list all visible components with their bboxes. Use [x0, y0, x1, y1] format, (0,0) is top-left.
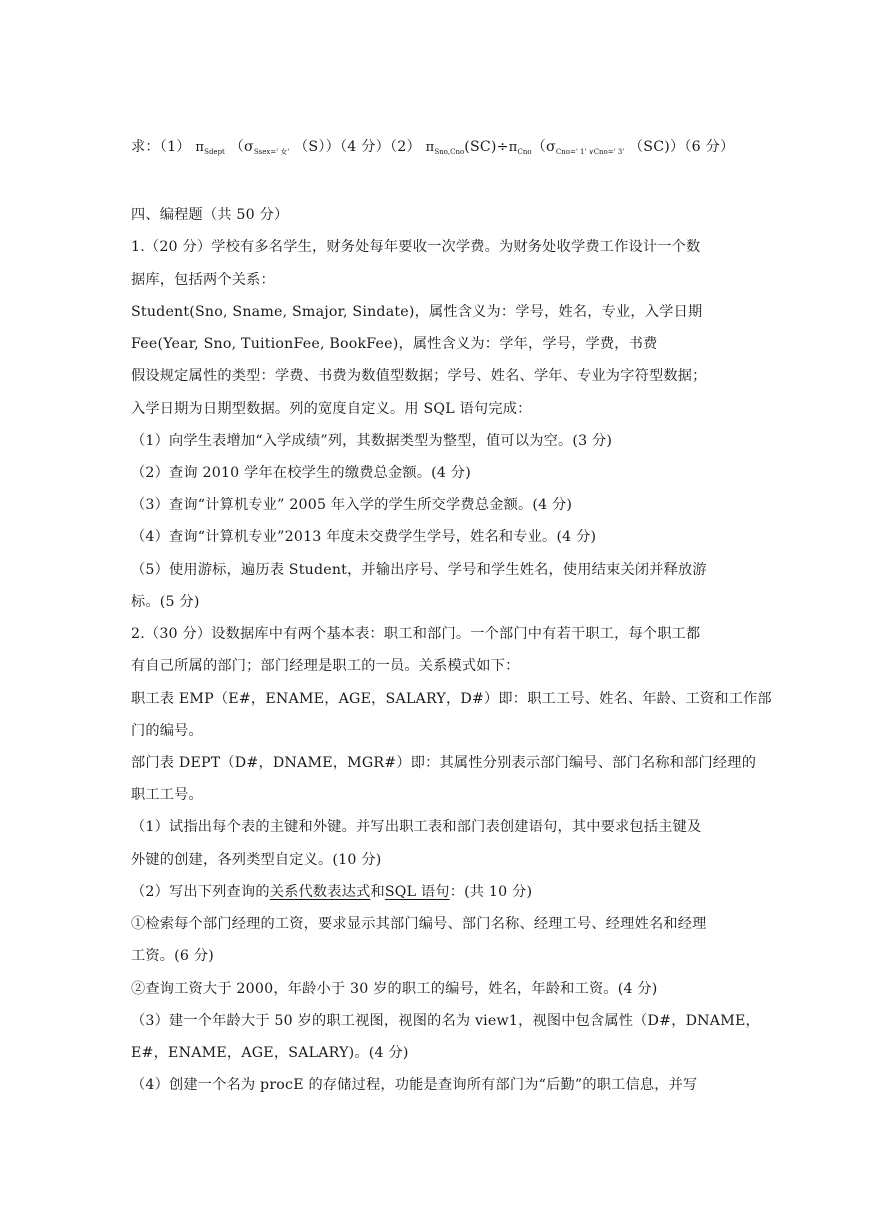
pi-symbol: π: [425, 140, 435, 155]
section-heading: 四、编程题（共 50 分）: [131, 207, 289, 223]
pi-symbol: π: [195, 140, 205, 155]
paragraph-line: E#，ENAME，AGE，SALARY)。(4 分): [131, 1045, 409, 1061]
sub-question: ①检索每个部门经理的工资，要求显示其部门编号、部门名称、经理工号、经理姓名和经理: [131, 916, 707, 932]
question-item: [131, 882, 741, 902]
formula-part: (SC)÷: [464, 139, 509, 155]
paragraph-line: 标。(5 分): [131, 594, 200, 610]
paragraph-line: 据库，包括两个关系：: [131, 272, 275, 288]
pi-subscript: Sno,Cno: [434, 148, 465, 156]
question-item: （5）使用游标，遍历表 Student，并输出序号、学号和学生姓名，使用结束关闭并释放游: [131, 562, 707, 578]
sigma-symbol: （σ: [229, 139, 254, 155]
paragraph-line: 2.（30 分）设数据库中有两个基本表：职工和部门。一个部门中有若干职工，每个职工都: [131, 626, 701, 642]
pi-symbol: π: [508, 140, 518, 155]
paragraph-line: Fee(Year, Sno, TuitionFee, BookFee)，属性含义为：学年，学号，学费，书费: [131, 336, 658, 352]
sub-question: ②查询工资大于 2000，年龄小于 30 岁的职工的编号，姓名，年龄和工资。(4 分): [131, 981, 658, 997]
relational-algebra-formula: [131, 137, 741, 162]
paragraph-line: 部门表 DEPT（D#，DNAME，MGR#）即：其属性分别表示部门编号、部门名称和部门经理的: [131, 755, 757, 771]
paragraph-line: 职工表 EMP（E#，ENAME，AGE，SALARY，D#）即：职工工号、姓名、年龄、工资和工作部: [131, 691, 772, 707]
paragraph-line: 有自己所属的部门；部门经理是职工的一员。关系模式如下：: [131, 658, 520, 674]
paragraph-line: Student(Sno, Sname, Smajor, Sindate)，属性含义为：学号，姓名，专业，入学日期: [131, 304, 703, 320]
question-text: 和: [370, 884, 385, 900]
underlined-term: SQL 语句: [384, 884, 450, 900]
question-item: （1）向学生表增加“入学成绩”列，其数据类型为整型，值可以为空。(3 分): [131, 433, 613, 449]
question-item: （4）创建一个名为 procE 的存储过程，功能是查询所有部门为“后勤”的职工信息，并写: [131, 1077, 698, 1093]
sigma-subscript: Cno=' 1' ∨Cno=' 3': [555, 148, 625, 156]
formula-part: （SC)）（6 分）: [628, 139, 735, 155]
paragraph-line: 假设规定属性的类型：学费、书费为数值型数据；学号、姓名、学年、专业为字符型数据；: [131, 368, 707, 384]
question-item: （4）查询“计算机专业”2013 年度未交费学生学号，姓名和专业。(4 分): [131, 529, 597, 545]
formula-prefix: 求：（1）: [131, 139, 191, 155]
sigma-subscript: Ssex=' 女': [253, 148, 290, 156]
paragraph-line: 入学日期为日期型数据。列的宽度自定义。用 SQL 语句完成：: [131, 401, 532, 417]
paragraph-line: 门的编号。: [131, 723, 203, 739]
paragraph-line: 工资。(6 分): [131, 948, 214, 964]
paragraph-line: 外键的创建，各列类型自定义。(10 分): [131, 852, 382, 868]
question-item: （1）试指出每个表的主键和外键。并写出职工表和部门表创建语句，其中要求包括主键及: [131, 819, 702, 835]
formula-part: （S））（4 分）（2）: [294, 139, 421, 155]
question-item: （3）建一个年龄大于 50 岁的职工视图，视图的名为 view1，视图中包含属性（D#，DNAME，: [131, 1013, 760, 1029]
question-item: （2）查询 2010 学年在校学生的缴费总金额。(4 分): [131, 465, 471, 481]
pi-subscript: Sdept: [204, 148, 225, 156]
paragraph-line: 职工工号。: [131, 787, 203, 803]
question-text: ：(共 10 分): [449, 884, 533, 900]
paragraph-line: 1.（20 分）学校有多名学生，财务处每年要收一次学费。为财务处收学费工作设计一个数: [131, 239, 701, 255]
sigma-symbol: （σ: [531, 139, 556, 155]
underlined-term: 关系代数表达式: [269, 884, 371, 900]
question-item: （3）查询“计算机专业” 2005 年入学的学生所交学费总金额。(4 分): [131, 497, 573, 513]
question-text: （2）写出下列查询的: [131, 884, 270, 900]
pi-subscript: Cno: [517, 148, 532, 156]
